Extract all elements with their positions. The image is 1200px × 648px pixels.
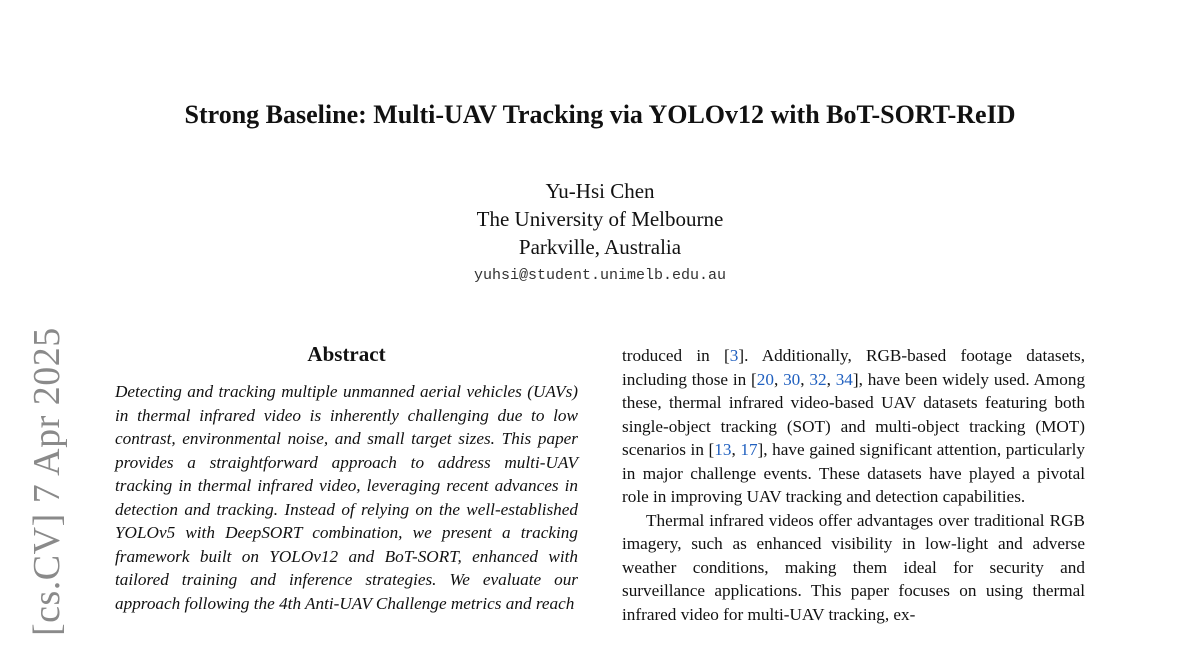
citation-link[interactable]: 20 [756, 369, 774, 389]
text-segment: , [731, 440, 741, 459]
text-segment: , [826, 369, 836, 389]
left-column [115, 340, 578, 615]
author-block [0, 177, 1200, 291]
text-segment: troduced in [ [622, 346, 730, 365]
abstract-text: Detecting and tracking multiple unmanned aerial vehicles (UAVs) in thermal infrared video is inherently challenging due to low contrast, environmental noise, and small target sizes. This paper provides a straightforward approach to address multi-UAV tracking in thermal infrared video, leveraging recent advances in detection and tracking. Instead of relying on the well-established YOLOv5 with DeepSORT combination, we present a tracking framework built on YOLOv12 and BoT-SORT, enhanced with tailored training and inference strategies. We evaluate our approach following the 4th Anti-UAV Challenge metrics and reach [115, 382, 578, 613]
text-segment: , [800, 369, 810, 389]
author-name: Yu-Hsi Chen [545, 179, 655, 203]
author-location: Parkville, Australia [518, 235, 682, 259]
citation-link[interactable]: 34 [835, 369, 853, 389]
citation-link[interactable]: 32 [809, 369, 827, 389]
right-column [622, 344, 1085, 626]
body-paragraph: Thermal infrared videos offer advantages over traditional RGB imagery, such as enhanced visibility in low-light and adverse weather conditions, making them ideal for security and surveillance applications. This paper focuses on using thermal infrared video for multi-UAV tracking, ex- [622, 510, 1085, 624]
abstract-heading: Abstract [307, 342, 386, 366]
citation-link[interactable]: 13 [714, 440, 732, 459]
text-segment: ]. Additionally, RGB-based footage datasets, including those in [ [622, 346, 1085, 389]
author-email[interactable]: yuhsi@student.unimelb.edu.au [473, 267, 727, 284]
citation-link[interactable]: 3 [729, 346, 739, 365]
paper-title: Strong Baseline: Multi-UAV Tracking via YOLOv12 with BoT-SORT-ReID [184, 100, 1016, 129]
intro-paragraph [622, 344, 1085, 509]
text-segment: ], have gained significant attention, particularly in major challenge events. These datasets have played a pivotal role in improving UAV tracking and detection capabilities. [622, 440, 1086, 506]
citation-link[interactable]: 17 [740, 440, 758, 459]
author-affiliation: The University of Melbourne [476, 207, 724, 231]
text-segment: ], have been widely used. Among these, thermal infrared video-based UAV datasets featuring both single-object tracking (SOT) and multi-object tracking (MOT) scenarios in [ [622, 369, 1086, 459]
arxiv-identifier: [cs.CV] 7 Apr 2025 [26, 327, 68, 636]
citation-link[interactable]: 30 [783, 369, 801, 389]
arxiv-side-stamp [22, 318, 72, 636]
text-segment: , [773, 369, 784, 389]
